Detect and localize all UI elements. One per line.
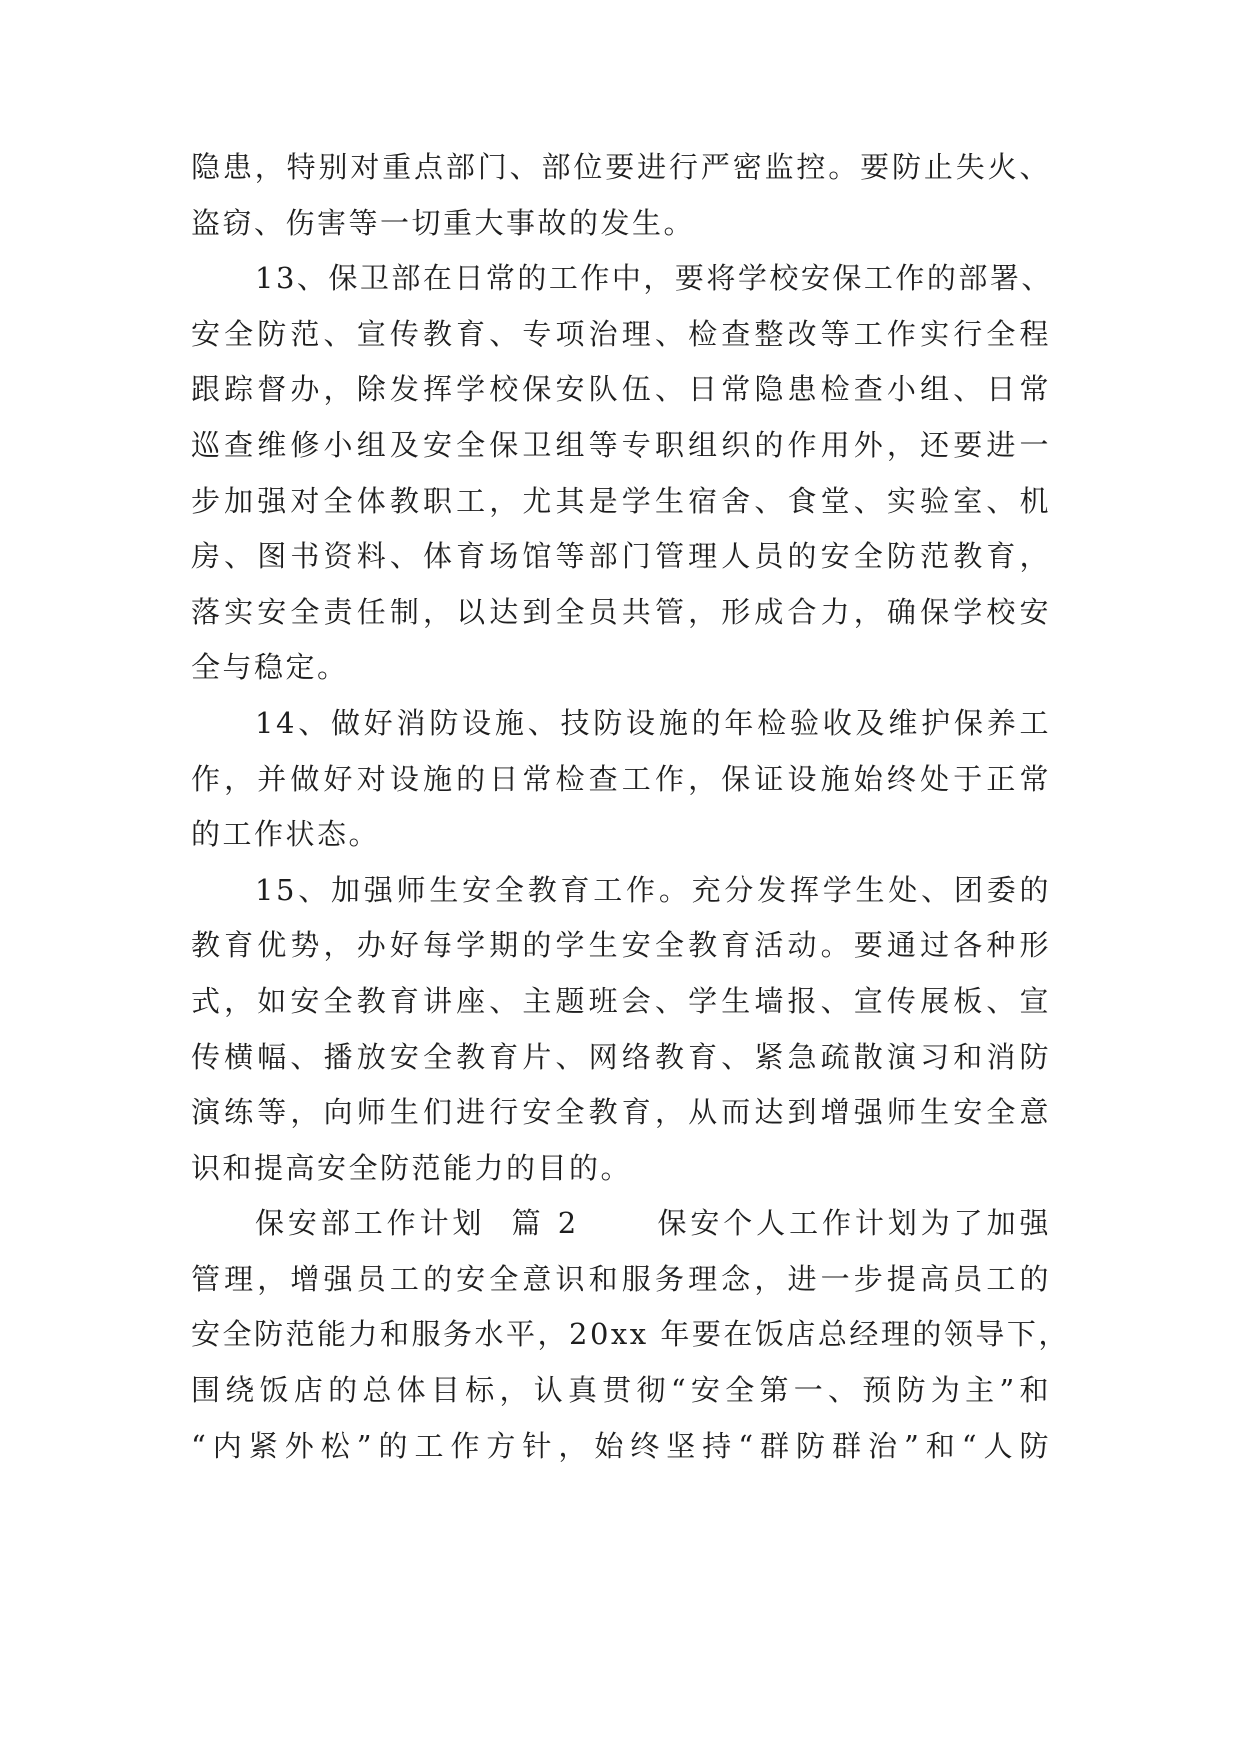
text-line: 的工作状态。 bbox=[191, 817, 381, 852]
text-line: 演练等，向师生们进行安全教育，从而达到增强师生安全意 bbox=[191, 1095, 1051, 1130]
text-line: 保安部工作计划 篇 2 保安个人工作计划为了加强 bbox=[255, 1206, 1051, 1241]
text-line: 13、保卫部在日常的工作中，要将学校安保工作的部署、 bbox=[255, 261, 1053, 296]
text-line: 15、加强师生安全教育工作。充分发挥学生处、团委的 bbox=[255, 872, 1051, 907]
text-line: 作，并做好对设施的日常检查工作，保证设施始终处于正常 bbox=[191, 761, 1051, 796]
text-line: 房、图书资料、体育场馆等部门管理人员的安全防范教育， bbox=[191, 539, 1051, 574]
text-line: 14、做好消防设施、技防设施的年检验收及维护保养工 bbox=[255, 705, 1051, 740]
text-line: “内紧外松”的工作方针，始终坚持“群防群治”和“人防 bbox=[191, 1428, 1051, 1463]
text-line: 传横幅、播放安全教育片、网络教育、紧急疏散演习和消防 bbox=[191, 1039, 1051, 1074]
text-line: 安全防范能力和服务水平，20xx 年要在饭店总经理的领导下， bbox=[191, 1317, 1070, 1352]
text-line: 落实安全责任制，以达到全员共管，形成合力，确保学校安 bbox=[191, 594, 1051, 629]
text-line: 围绕饭店的总体目标，认真贯彻“安全第一、预防为主”和 bbox=[191, 1373, 1051, 1408]
text-line: 巡查维修小组及安全保卫组等专职组织的作用外，还要进一 bbox=[191, 427, 1051, 462]
text-line: 步加强对全体教职工，尤其是学生宿舍、食堂、实验室、机 bbox=[191, 483, 1051, 518]
text-line: 式，如安全教育讲座、主题班会、学生墙报、宣传展板、宣 bbox=[191, 983, 1051, 1018]
text-line: 安全防范、宣传教育、专项治理、检查整改等工作实行全程 bbox=[191, 316, 1051, 351]
text-line: 盗窃、伤害等一切重大事故的发生。 bbox=[191, 205, 696, 240]
text-line: 跟踪督办，除发挥学校保安队伍、日常隐患检查小组、日常 bbox=[191, 372, 1051, 407]
document-body bbox=[191, 140, 1070, 1474]
text-line: 隐患，特别对重点部门、部位要进行严密监控。要防止失火、 bbox=[191, 150, 1051, 184]
text-line: 识和提高安全防范能力的目的。 bbox=[191, 1150, 633, 1185]
text-line: 教育优势，办好每学期的学生安全教育活动。要通过各种形 bbox=[191, 928, 1051, 963]
text-line: 全与稳定。 bbox=[191, 650, 349, 685]
text-line: 管理，增强员工的安全意识和服务理念，进一步提高员工的 bbox=[191, 1261, 1051, 1296]
